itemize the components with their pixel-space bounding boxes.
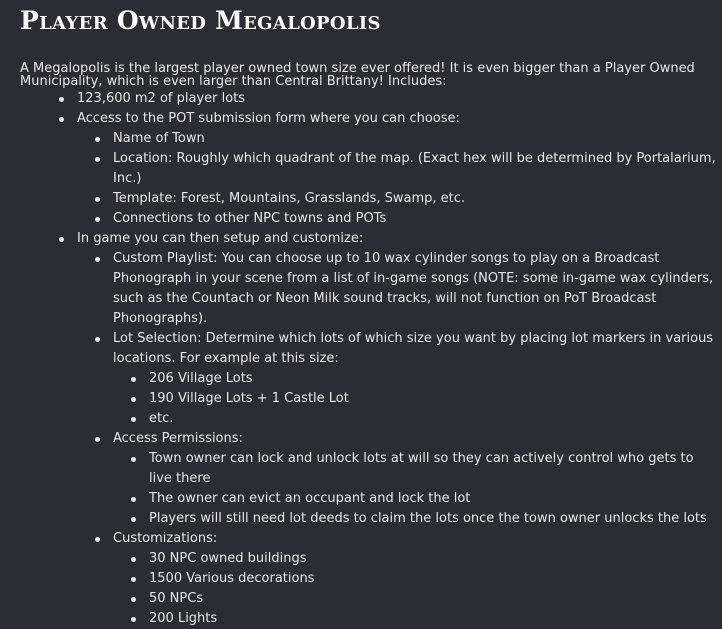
list-item bbox=[149, 489, 716, 509]
list-item bbox=[149, 409, 716, 429]
list-item-text: Customizations: bbox=[113, 529, 716, 549]
sub-list bbox=[149, 549, 716, 629]
list-item-text: 190 Village Lots + 1 Castle Lot bbox=[149, 389, 716, 409]
list-item bbox=[149, 609, 716, 629]
list-item bbox=[149, 369, 716, 389]
list-item-text: etc. bbox=[149, 409, 716, 429]
list-item bbox=[113, 429, 716, 529]
list-item bbox=[149, 569, 716, 589]
list-item-text: Location: Roughly which quadrant of the map. (Exact hex will be determined by Portalarium, Inc.) bbox=[113, 149, 716, 189]
list-item-text: Template: Forest, Mountains, Grasslands, Swamp, etc. bbox=[113, 189, 716, 209]
list-item-text: Custom Playlist: You can choose up to 10 wax cylinder songs to play on a Broadcast Phonograph in your scene from a list of in-game songs (NOTE: some in-game wax cylinders, such as the Countach or Neon Milk sound tracks, will not function on PoT Broadcast Phonographs). bbox=[113, 249, 716, 329]
list-item-text: 123,600 m2 of player lots bbox=[77, 89, 716, 109]
list-item bbox=[77, 89, 716, 109]
list-item bbox=[149, 589, 716, 609]
list-item bbox=[149, 449, 716, 489]
page-title: Player Owned Megalopolis bbox=[20, 6, 381, 35]
sub-list bbox=[149, 369, 716, 429]
list-item-text: 30 NPC owned buildings bbox=[149, 549, 716, 569]
list-item bbox=[113, 149, 716, 189]
sub-list bbox=[149, 449, 716, 529]
list-item-text: Access Permissions: bbox=[113, 429, 716, 449]
list-item-text: The owner can evict an occupant and lock the lot bbox=[149, 489, 716, 509]
feature-list bbox=[77, 89, 716, 629]
intro-paragraph: A Megalopolis is the largest player owned town size ever offered! It is even bigger than a Player Owned Municipality, which is even larger than Central Brittany! Includes: bbox=[20, 61, 695, 89]
list-item-text: Connections to other NPC towns and POTs bbox=[113, 209, 716, 229]
list-item-text: In game you can then setup and customize: bbox=[77, 229, 716, 249]
list-item-text: Access to the POT submission form where you can choose: bbox=[77, 109, 716, 129]
list-item-text: Name of Town bbox=[113, 129, 716, 149]
list-item bbox=[149, 509, 716, 529]
list-item-text: 1500 Various decorations bbox=[149, 569, 716, 589]
list-item-text: 200 Lights bbox=[149, 609, 716, 629]
list-item bbox=[113, 249, 716, 329]
list-item bbox=[113, 529, 716, 629]
list-item-text: 206 Village Lots bbox=[149, 369, 716, 389]
list-item bbox=[113, 209, 716, 229]
list-item bbox=[113, 329, 716, 429]
sub-list bbox=[113, 129, 716, 229]
list-item bbox=[77, 109, 716, 229]
sub-list bbox=[113, 249, 716, 629]
list-item bbox=[77, 229, 716, 629]
list-item bbox=[149, 389, 716, 409]
list-item-text: Players will still need lot deeds to claim the lots once the town owner unlocks the lots bbox=[149, 509, 716, 529]
list-item-text: Lot Selection: Determine which lots of which size you want by placing lot markers in various locations. For example at this size: bbox=[113, 329, 716, 369]
list-item bbox=[149, 549, 716, 569]
list-item bbox=[113, 189, 716, 209]
list-item bbox=[113, 129, 716, 149]
list-item-text: Town owner can lock and unlock lots at will so they can actively control who gets to live there bbox=[149, 449, 716, 489]
list-item-text: 50 NPCs bbox=[149, 589, 716, 609]
